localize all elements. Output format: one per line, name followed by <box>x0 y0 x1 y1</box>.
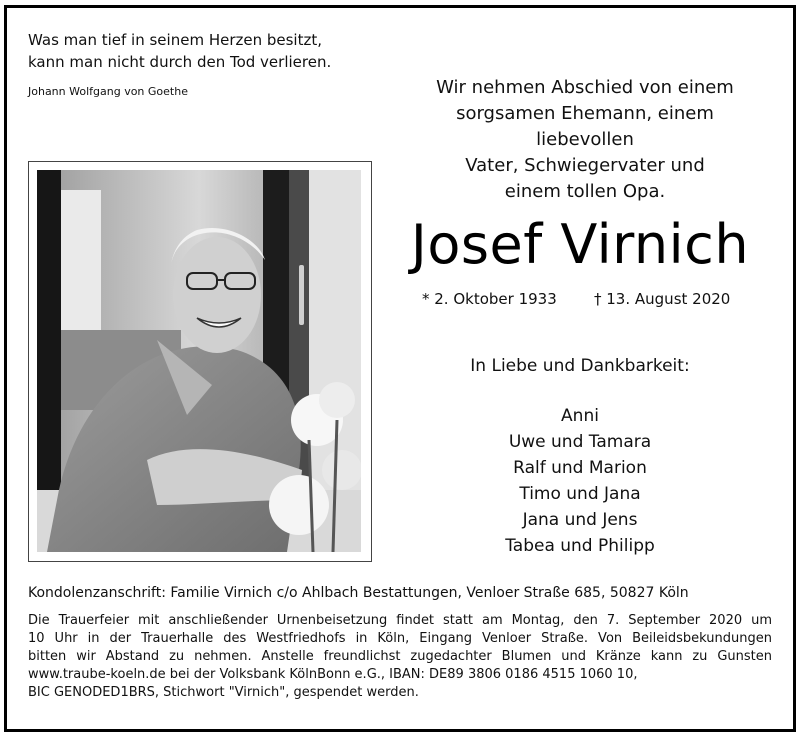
mourner-name: Timo und Jana <box>519 484 641 504</box>
intro-line: Wir nehmen Abschied von einem <box>436 77 734 98</box>
quote <box>28 29 331 73</box>
intro-line: sorgsamen Ehemann, einem liebevollen <box>456 103 714 150</box>
mourner-name: Anni <box>561 406 599 426</box>
quote-line: Was man tief in seinem Herzen besitzt, <box>28 31 323 49</box>
notice-line: Die Trauerfeier mit anschließender Urnenbeisetzung findet statt am Montag, den 7. September 2020 um <box>28 613 772 628</box>
intro-line: einem tollen Opa. <box>504 181 666 202</box>
notice-line: www.traube-koeln.de bei der Volksbank KölnBonn e.G., IBAN: DE89 3806 0186 4515 1060 10, <box>28 667 638 682</box>
quote-line: kann man nicht durch den Tod verlieren. <box>28 53 332 71</box>
portrait-photo-illustration <box>37 170 361 552</box>
notice-line: 10 Uhr in der Trauerhalle des Westfriedhofs in Köln, Eingang Venloer Straße. Von Beileidsbekundungen <box>28 631 772 646</box>
mourner-name: Tabea und Philipp <box>505 536 655 556</box>
condolence-address: Kondolenzanschrift: Familie Virnich c/o Ahlbach Bestattungen, Venloer Straße 685, 50827 Köln <box>28 585 689 601</box>
mourners-list <box>405 403 755 559</box>
mourners-heading: In Liebe und Dankbarkeit: <box>470 356 690 376</box>
intro-text <box>405 75 765 205</box>
funeral-notice <box>28 612 772 702</box>
mourner-name: Jana und Jens <box>522 510 638 530</box>
notice-line: BIC GENODED1BRS, Stichwort "Virnich", gespendet werden. <box>28 685 419 700</box>
deceased-name: Josef Virnich <box>410 213 750 276</box>
birth-date: * 2. Oktober 1933 <box>422 290 557 308</box>
death-date: † 13. August 2020 <box>594 290 731 308</box>
quote-author: Johann Wolfgang von Goethe <box>28 85 188 98</box>
mourner-name: Uwe und Tamara <box>508 432 652 452</box>
intro-line: Vater, Schwiegervater und <box>465 155 705 176</box>
portrait-photo <box>37 170 361 552</box>
mourner-name: Ralf und Marion <box>513 458 647 478</box>
notice-line: bitten wir Abstand zu nehmen. Anstelle freundlichst zugedachter Blumen und Kränze kann zu Gunsten <box>28 649 772 664</box>
